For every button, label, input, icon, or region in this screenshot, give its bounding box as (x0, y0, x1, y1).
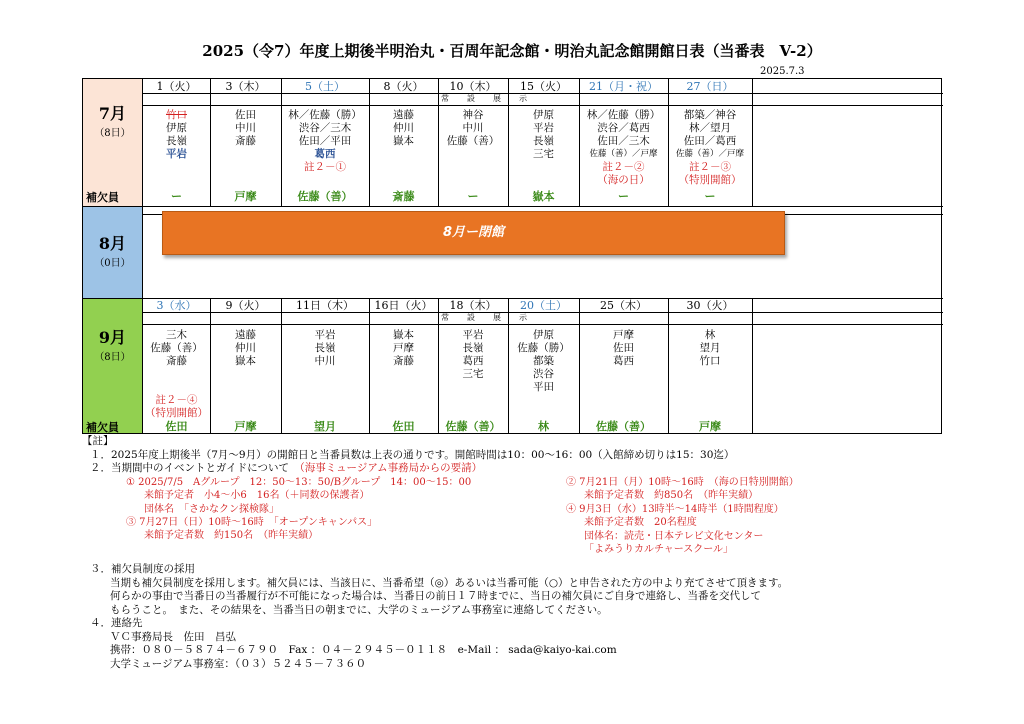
date-header: 21（月・祝） (589, 80, 658, 93)
page-title: 2025（令7）年度上期後半明治丸・百周年記念館・明治丸記念館開館日表（当番表 V-2） (202, 42, 822, 60)
contact-line: 大学ミュージアム事務室：（０３）５２４５－７３６０ (110, 657, 367, 670)
schedule-grid (82, 78, 942, 434)
note-3-line: 当期も補欠員制度を採用します。補欠員には、当該日に、当番希望（◎）あるいは当番可能（○）と申告された方の中より充てさせて頂きます。 (110, 576, 789, 589)
duty-cell: 都築／神谷 林／望月 佐田／葛西 佐藤（善）／戸摩 註２－③ （特別開館） (675, 109, 744, 186)
substitute-cell: ー (704, 190, 716, 203)
date-header: 5（土） (305, 80, 345, 93)
month-label: 8月 (98, 234, 127, 253)
substitute-cell: 佐藤（善） (596, 420, 651, 433)
event-4: ④ 9月3日（水）13時半～14時半（1時間程度） 来館予定者数 20名程度 団体名：読売・日本テレビ文化センター 「よみうりカルチャースクール」 (566, 504, 784, 555)
note-3-line: もらうこと。 また、その結果を、当番当日の朝までに、大学のミュージアム事務室に連絡してください。 (110, 603, 608, 616)
substitute-cell: 斎藤 (392, 190, 415, 203)
duty-cell: 嶽本 戸摩 斎藤 (393, 329, 414, 367)
date-header: 25（木） (600, 299, 647, 312)
note-2: ２．当期間中のイベントとガイドについて （海事ミュージアム事務局からの要請） (90, 462, 483, 474)
substitute-cell: 戸摩 (234, 420, 257, 433)
substitute-cell: 戸摩 (234, 190, 257, 203)
date-header: 3（水） (156, 299, 197, 312)
notes-heading: 【註】 (82, 435, 114, 447)
day-count: （0日） (94, 258, 131, 269)
date-header: 16日（火） (374, 299, 433, 312)
substitute-cell: ー (171, 190, 182, 203)
event-3: ③ 7月27日（日）10時～16時 「オープンキャンパス」 来館予定者数 約150名 （昨年実績） (126, 517, 378, 542)
duty-cell: 林／佐藤（勝） 渋谷／三木 佐田／平田 葛西 註２－① (288, 109, 362, 173)
day-count: （8日） (94, 352, 131, 363)
substitute-cell: 佐田 (165, 420, 188, 433)
substitute-label-september: 補欠員 (86, 421, 119, 434)
contact-line: 携帯：０８０－５８７４－６７９０ Fax ：０４－２９４５－０１１８ e-Mail ： sada@kaiyo-kai.com (110, 644, 617, 656)
date-header: 9（火） (225, 299, 266, 312)
note-4: ４．連絡先 (90, 617, 143, 629)
note-3: ３．補欠員制度の採用 (90, 563, 195, 575)
date-header: 8（火） (383, 80, 424, 93)
substitute-cell: ー (618, 190, 629, 203)
day-count: （8日） (94, 128, 131, 139)
month-label: 7月 (98, 104, 127, 123)
date-header: 1（火） (156, 80, 197, 93)
exhibit-label: 常設展示 (441, 313, 545, 322)
substitute-cell: 戸摩 (699, 420, 721, 433)
month-label: 9月 (98, 328, 127, 347)
duty-cell: 平岩 長嶺 葛西 三宅 (462, 329, 484, 380)
date-header: 18（木） (449, 299, 497, 312)
substitute-cell: 佐藤（善） (297, 190, 353, 203)
substitute-cell: 林 (538, 420, 549, 433)
duty-cell: 戸摩 佐田 葛西 (613, 329, 634, 367)
date-header: 27（日） (686, 80, 734, 93)
issue-date: 2025.7.3 (760, 66, 805, 77)
month-september (83, 298, 143, 433)
substitute-cell: 佐田 (392, 420, 415, 433)
substitute-cell: ー (467, 190, 479, 203)
duty-cell: 竹口 伊原 長嶺 平岩 (166, 109, 187, 160)
duty-cell: 遠藤 仲川 嶽本 (235, 329, 256, 367)
duty-cell: 林 望月 竹口 (699, 329, 721, 367)
duty-cell: 遠藤 仲川 嶽本 (393, 109, 414, 147)
date-header: 15（火） (520, 80, 567, 93)
note-1: １．2025年度上期後半（7月～9月）の開館日と当番員数は上表の通りです。開館時間は10：00～16：00（入館締め切りは15：30迄） (90, 448, 735, 461)
date-header: 3（木） (225, 80, 266, 93)
date-header: 10（木） (449, 80, 497, 93)
contact-line: ＶＣ事務局長 佐田 昌弘 (110, 630, 236, 643)
date-header: 30（火） (686, 299, 734, 312)
date-header: 20（土） (520, 299, 567, 312)
notes-section-lower (82, 563, 982, 671)
duty-cell: 三木 佐藤（善） 斎藤 註２－④ （特別開館） (145, 329, 208, 419)
month-august (83, 206, 143, 298)
substitute-cell: 佐藤（善） (445, 420, 501, 433)
duty-cell: 林／佐藤（勝） 渋谷／葛西 佐田／三木 佐藤（善）／戸摩 註２－② （海の日） (586, 109, 661, 186)
event-2: ② 7月21日（月）10時～16時 （海の日特別開館） 来館予定者数 約850名 （昨年実績） (566, 477, 799, 502)
duty-cell: 平岩 長嶺 中川 (314, 329, 336, 367)
duty-cell: 神谷 中川 佐藤（善） (446, 109, 500, 147)
note-3-line: 何らかの事由で当番日の当番履行が不可能になった場合は、当番日の前日１７時までに、当日の補欠員にご自身で連絡し、当番を交代して (110, 590, 761, 602)
substitute-cell: 嶽本 (532, 190, 555, 203)
duty-cell: 佐田 中川 斎藤 (235, 109, 256, 147)
substitute-label-july: 補欠員 (86, 191, 119, 204)
august-closed-banner: 8月ー閉館 (162, 211, 785, 255)
notes-section (82, 435, 982, 476)
event-1: ① 2025/7/5 Aグループ 12：50～13：50/Bグループ 14：00～15：00 来館予定者 小4～小6 16名（＋同数の保護者） 団体名 「さかなクン探検隊」 (126, 477, 472, 515)
exhibit-label: 常設展示 (441, 94, 545, 103)
duty-cell: 伊原 平岩 長嶺 三宅 (533, 109, 554, 160)
month-july (83, 79, 143, 206)
duty-cell: 伊原 佐藤（勝） 都築 渋谷 平田 (517, 329, 570, 393)
substitute-cell: 望月 (314, 420, 336, 433)
date-header: 11日（木） (296, 299, 354, 312)
